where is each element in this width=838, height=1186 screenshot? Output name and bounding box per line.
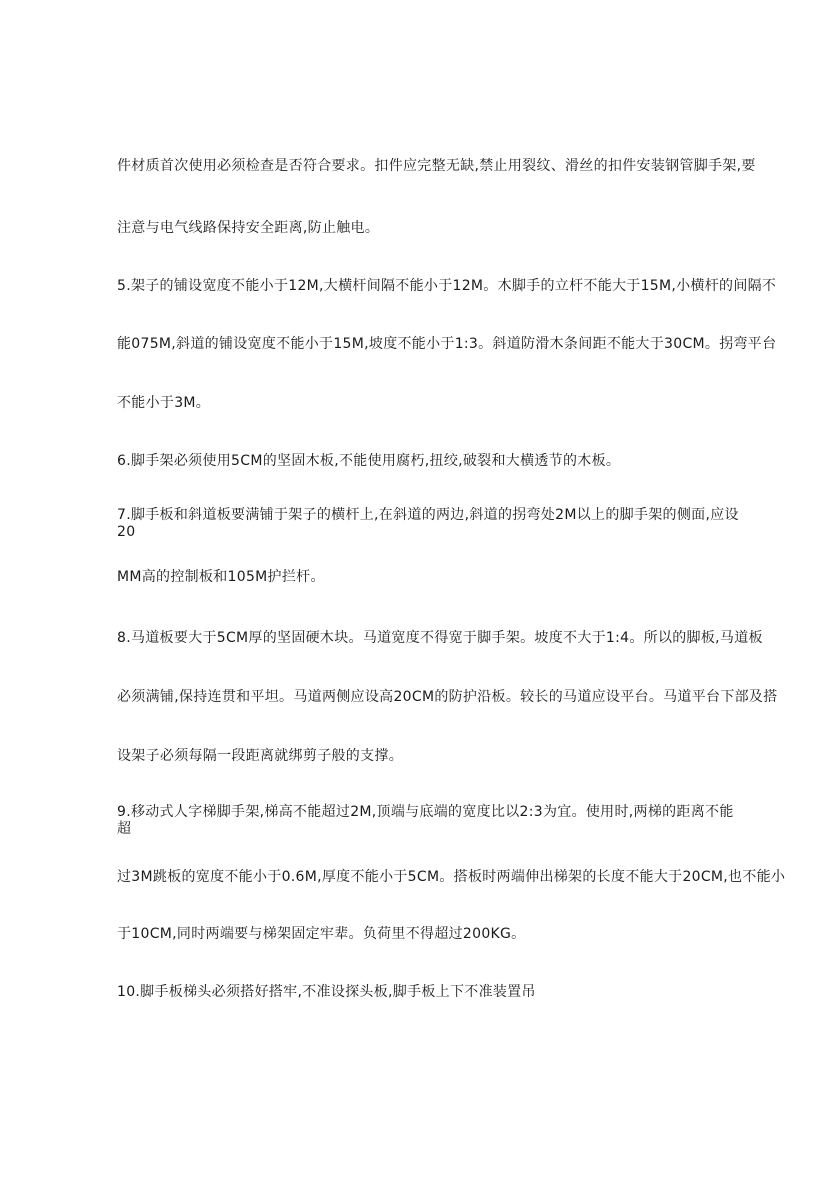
text-line-9: MM高的控制板和105M护拦杆。 (117, 569, 325, 585)
text-line-12: 设架子必须每隔一段距离就绑剪子般的支撑。 (117, 748, 403, 764)
text-line-16: 于10CM,同时两端要与梯架固定牢辈。负荷里不得超过200KG。 (117, 926, 526, 942)
text-line-14: 超 (117, 821, 132, 837)
text-line-8: 20 (117, 524, 136, 540)
text-line-10: 8.马道板要大于5CM厚的坚固硬木块。马道宽度不得宽于脚手架。坡度不大于1:4。所以的脚板,马道板 (117, 630, 763, 646)
text-line-6: 6.脚手架必须使用5CM的坚固木板,不能使用腐朽,扭绞,破裂和大横透节的木板。 (117, 453, 621, 469)
text-line-15: 过3M跳板的宽度不能小于0.6M,厚度不能小于5CM。搭板时两端伸出梯架的长度不能大于20CM,也不能小 (117, 869, 786, 885)
text-line-11: 必须满铺,保持连贯和平坦。马道两侧应设高20CM的防护沿板。较长的马道应设平台。马道平台下部及搭 (117, 689, 778, 705)
text-line-2: 注意与电气线路保持安全距离,防止触电。 (117, 220, 380, 236)
text-line-5: 不能小于3M。 (117, 395, 211, 411)
text-line-3: 5.架子的铺设宽度不能小于12M,大横杆间隔不能小于12M。木脚手的立杆不能大于15M,小横杆的间隔不 (117, 278, 777, 294)
text-line-13: 9.移动式人字梯脚手架,梯高不能超过2M,顶端与底端的宽度比以2:3为宜。使用时,两梯的距离不能 (117, 804, 734, 820)
text-line-7: 7.脚手板和斜道板要满铺于架子的横杆上,在斜道的两边,斜道的拐弯处2M以上的脚手架的侧面,应设 (117, 507, 739, 523)
text-line-17: 10.脚手板梯头必须搭好搭牢,不准设探头板,脚手板上下不准装置吊 (117, 984, 536, 1000)
text-line-4: 能075M,斜道的铺设宽度不能小于15M,坡度不能小于1:3。斜道防滑木条间距不能大于30CM。拐弯平台 (117, 336, 777, 352)
text-line-1: 件材质首次使用必须检查是否符合要求。扣件应完整无缺,禁止用裂纹、滑丝的扣件安装钢管脚手架,要 (117, 158, 756, 174)
